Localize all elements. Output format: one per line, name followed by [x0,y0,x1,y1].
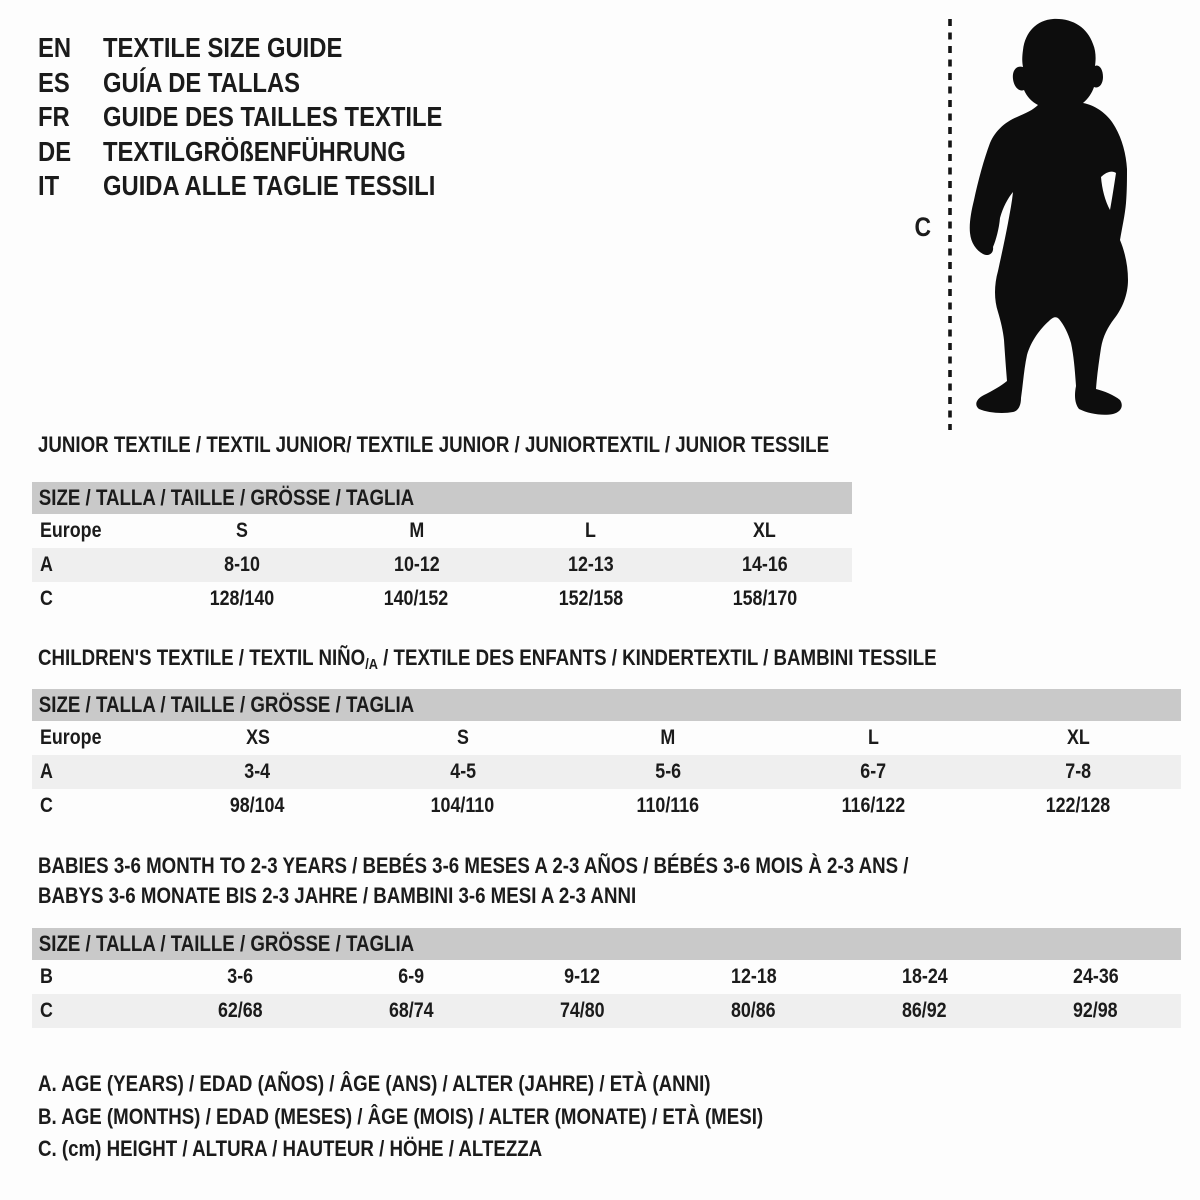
measurement-legend [38,1068,891,1166]
row-label: A [40,760,53,783]
toddler-silhouette-shape [970,19,1128,415]
lang-title-de: TEXTILGRÖßENFÜHRUNG [103,135,406,167]
lang-code-es: ES [38,66,70,98]
lang-code-fr: FR [38,101,70,133]
table-row: Europe XS S M L XL [40,726,1090,749]
table-row: A 3-4 4-5 5-6 6-7 7-8 [32,755,1181,789]
row-label: C [40,999,53,1022]
lang-title-fr: GUIDE DES TAILLES TEXTILE [103,101,443,133]
junior-size-table [32,482,852,616]
babies-size-table [32,928,1181,1028]
junior-section-title: JUNIOR TEXTILE / TEXTIL JUNIOR/ TEXTILE JUNIOR / JUNIORTEXTIL / JUNIOR TESSILE [38,432,830,457]
lang-code-it: IT [38,170,60,202]
lang-title-it: GUIDA ALLE TAGLIE TESSILI [103,170,436,202]
children-size-header-band: SIZE / TALLA / TAILLE / GRÖSSE / TAGLIA [32,689,1181,721]
measure-label-c: C [914,212,932,242]
row-label: C [40,587,53,610]
legend-line-c: C. (cm) HEIGHT / ALTURA / HAUTEUR / HÖHE / ALTEZZA [38,1136,543,1161]
babies-section-title: BABIES 3-6 MONTH TO 2-3 YEARS / BEBÉS 3-6 MESES A 2-3 AÑOS / BÉBÉS 3-6 MOIS À 2-3 ANS / BABYS 3-6 MONATE BIS 2-3 JAHRE / BAMBINI 3-6 MESI A 2-3 ANNI [38,853,909,908]
lang-title-es: GUÍA DE TALLAS [103,66,301,98]
children-size-table [32,689,1181,823]
lang-code-en: EN [38,32,72,64]
nino-a-subscript: /A [365,656,378,673]
children-section-title: CHILDREN'S TEXTILE / TEXTIL NIÑO/A / TEXTILE DES ENFANTS / KINDERTEXTIL / BAMBINI TESSILE [38,645,937,673]
row-label: Europe [40,519,102,542]
header-line-en [38,31,502,66]
toddler-silhouette-figure [900,10,1160,435]
babies-size-header-band: SIZE / TALLA / TAILLE / GRÖSSE / TAGLIA [32,928,1181,960]
header-line-fr [38,100,502,135]
row-label: C [40,794,53,817]
table-row: B 3-6 6-9 9-12 12-18 18-24 24-36 [40,965,1119,988]
table-row: C 128/140 140/152 152/158 158/170 [40,587,798,610]
row-label: A [40,553,53,576]
multilingual-header [38,31,502,204]
table-row: A 8-10 10-12 12-13 14-16 [32,548,852,582]
header-line-it [38,169,502,204]
lang-title-en: TEXTILE SIZE GUIDE [103,32,343,64]
table-row: Europe S M L XL [40,519,777,542]
legend-line-b: B. AGE (MONTHS) / EDAD (MESES) / ÂGE (MOIS) / ALTER (MONATE) / ETÀ (MESI) [38,1103,764,1129]
row-label: B [40,965,53,988]
header-line-de [38,135,502,170]
junior-size-header-band: SIZE / TALLA / TAILLE / GRÖSSE / TAGLIA [32,482,852,514]
table-row: C 98/104 104/110 110/116 116/122 122/128 [40,794,1111,817]
table-row: C 62/68 68/74 74/80 80/86 86/92 92/98 [32,994,1181,1028]
row-label: Europe [40,726,102,749]
header-line-es [38,66,502,101]
lang-code-de: DE [38,135,72,167]
legend-line-a: A. AGE (YEARS) / EDAD (AÑOS) / ÂGE (ANS) / ALTER (JAHRE) / ETÀ (ANNI) [38,1071,711,1096]
